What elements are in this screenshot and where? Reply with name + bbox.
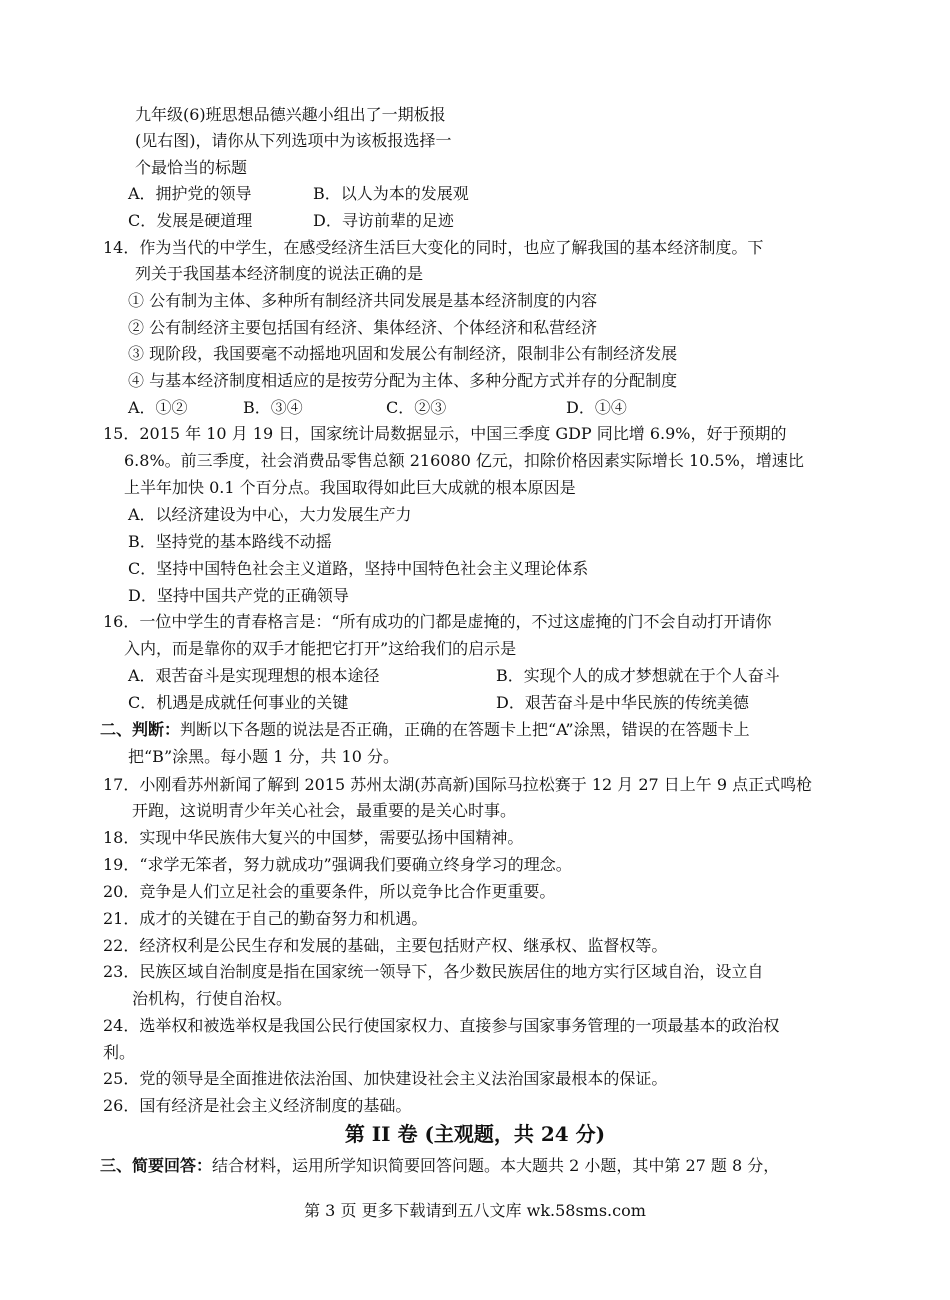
section2-instruction: 判断以下各题的说法是否正确，正确的在答题卡上把“A”涂黑，错误的在答题卡上 bbox=[180, 720, 750, 739]
q16-option-c: C．机遇是成就任何事业的关键 bbox=[128, 693, 349, 712]
judge-q17-cont: 开跑，这说明青少年关心社会，最重要的是关心时事。 bbox=[132, 801, 517, 820]
q14-option-b: B．③④ bbox=[243, 398, 303, 417]
q15-option-b: B．坚持党的基本路线不动摇 bbox=[128, 532, 332, 551]
judge-q21: 21．成才的关键在于自己的勤奋努力和机遇。 bbox=[103, 909, 428, 928]
section2-instruction-line2: 把“B”涂黑。每小题 1 分，共 10 分。 bbox=[128, 747, 400, 766]
section3-heading bbox=[100, 1153, 779, 1179]
judge-q19: 19．“求学无笨者，努力就成功”强调我们要确立终身学习的理念。 bbox=[103, 855, 572, 874]
judge-q23-cont: 治机构，行使自治权。 bbox=[132, 989, 293, 1008]
q15-option-d: D．坚持中国共产党的正确领导 bbox=[128, 586, 349, 605]
q13-stem-line: (见右图)，请你从下列选项中为该板报选择一 bbox=[135, 131, 452, 150]
q14-option-a: A．①② bbox=[128, 398, 188, 417]
judge-q23: 23．民族区域自治制度是指在国家统一领导下，各少数民族居住的地方实行区域自治，设立自 bbox=[103, 962, 764, 981]
q14-stem-line: 列关于我国基本经济制度的说法正确的是 bbox=[135, 264, 424, 283]
q13-option-d: D．寻访前辈的足迹 bbox=[313, 211, 454, 230]
judge-q24-cont: 利。 bbox=[103, 1043, 136, 1062]
judge-q22: 22．经济权利是公民生存和发展的基础，主要包括财产权、继承权、监督权等。 bbox=[103, 936, 668, 955]
section3-label: 三、简要回答： bbox=[100, 1156, 213, 1175]
q14-item: ③ 现阶段，我国要毫不动摇地巩固和发展公有制经济，限制非公有制经济发展 bbox=[128, 344, 678, 363]
judge-q18: 18．实现中华民族伟大复兴的中国梦，需要弘扬中国精神。 bbox=[103, 828, 524, 847]
q14-item: ① 公有制为主体、多种所有制经济共同发展是基本经济制度的内容 bbox=[128, 291, 598, 310]
q16-stem-line: 16．一位中学生的青春格言是：“所有成功的门都是虚掩的，不过这虚掩的门不会自动打开请你 bbox=[103, 612, 772, 631]
q15-stem-line: 15．2015 年 10 月 19 日，国家统计局数据显示，中国三季度 GDP 同比增 6.9%，好于预期的 bbox=[103, 424, 787, 443]
q14-item: ② 公有制经济主要包括国有经济、集体经济、个体经济和私营经济 bbox=[128, 318, 598, 337]
q14-stem-line: 14．作为当代的中学生，在感受经济生活巨大变化的同时，也应了解我国的基本经济制度。下 bbox=[103, 238, 764, 257]
judge-q17: 17．小刚看苏州新闻了解到 2015 苏州太湖(苏高新)国际马拉松赛于 12 月 27 日上午 9 点正式鸣枪 bbox=[103, 775, 813, 794]
section2-label: 二、判断： bbox=[100, 720, 181, 739]
q14-option-c: C．②③ bbox=[386, 398, 447, 417]
judge-q24: 24．选举权和被选举权是我国公民行使国家权力、直接参与国家事务管理的一项最基本的政治权 bbox=[103, 1016, 780, 1035]
q16-option-b: B．实现个人的成才梦想就在于个人奋斗 bbox=[496, 666, 780, 685]
q16-option-d: D．艰苦奋斗是中华民族的传统美德 bbox=[496, 693, 749, 712]
q13-option-c: C．发展是硬道理 bbox=[128, 211, 253, 230]
q13-option-a: A．拥护党的领导 bbox=[128, 184, 252, 203]
q14-option-d: D．①④ bbox=[566, 398, 627, 417]
part2-title: 第 II 卷 (主观题，共 24 分) bbox=[344, 1122, 606, 1146]
q13-option-b: B．以人为本的发展观 bbox=[313, 184, 469, 203]
q15-option-a: A．以经济建设为中心，大力发展生产力 bbox=[128, 505, 412, 524]
q15-stem-line: 上半年加快 0.1 个百分点。我国取得如此巨大成就的根本原因是 bbox=[124, 478, 576, 497]
judge-q26: 26．国有经济是社会主义经济制度的基础。 bbox=[103, 1096, 412, 1115]
q14-item: ④ 与基本经济制度相适应的是按劳分配为主体、多种分配方式并存的分配制度 bbox=[128, 371, 678, 390]
page-footer: 第 3 页 更多下载请到五八文库 wk.58sms.com bbox=[304, 1201, 646, 1220]
q15-option-c: C．坚持中国特色社会主义道路，坚持中国特色社会主义理论体系 bbox=[128, 559, 589, 578]
q16-option-a: A．艰苦奋斗是实现理想的根本途径 bbox=[128, 666, 380, 685]
q15-stem-line: 6.8%。前三季度，社会消费品零售总额 216080 亿元，扣除价格因素实际增长 10.5%，增速比 bbox=[124, 451, 804, 470]
section2-heading bbox=[100, 717, 750, 743]
q16-stem-line: 入内，而是靠你的双手才能把它打开”这给我们的启示是 bbox=[124, 639, 517, 658]
q13-stem-line: 个最恰当的标题 bbox=[135, 158, 248, 177]
section3-instruction: 结合材料，运用所学知识简要回答问题。本大题共 2 小题，其中第 27 题 8 分， bbox=[212, 1156, 780, 1175]
judge-q25: 25．党的领导是全面推进依法治国、加快建设社会主义法治国家最根本的保证。 bbox=[103, 1069, 668, 1088]
judge-q20: 20．竞争是人们立足社会的重要条件，所以竞争比合作更重要。 bbox=[103, 882, 556, 901]
q13-stem-line: 九年级(6)班思想品德兴趣小组出了一期板报 bbox=[135, 105, 446, 124]
